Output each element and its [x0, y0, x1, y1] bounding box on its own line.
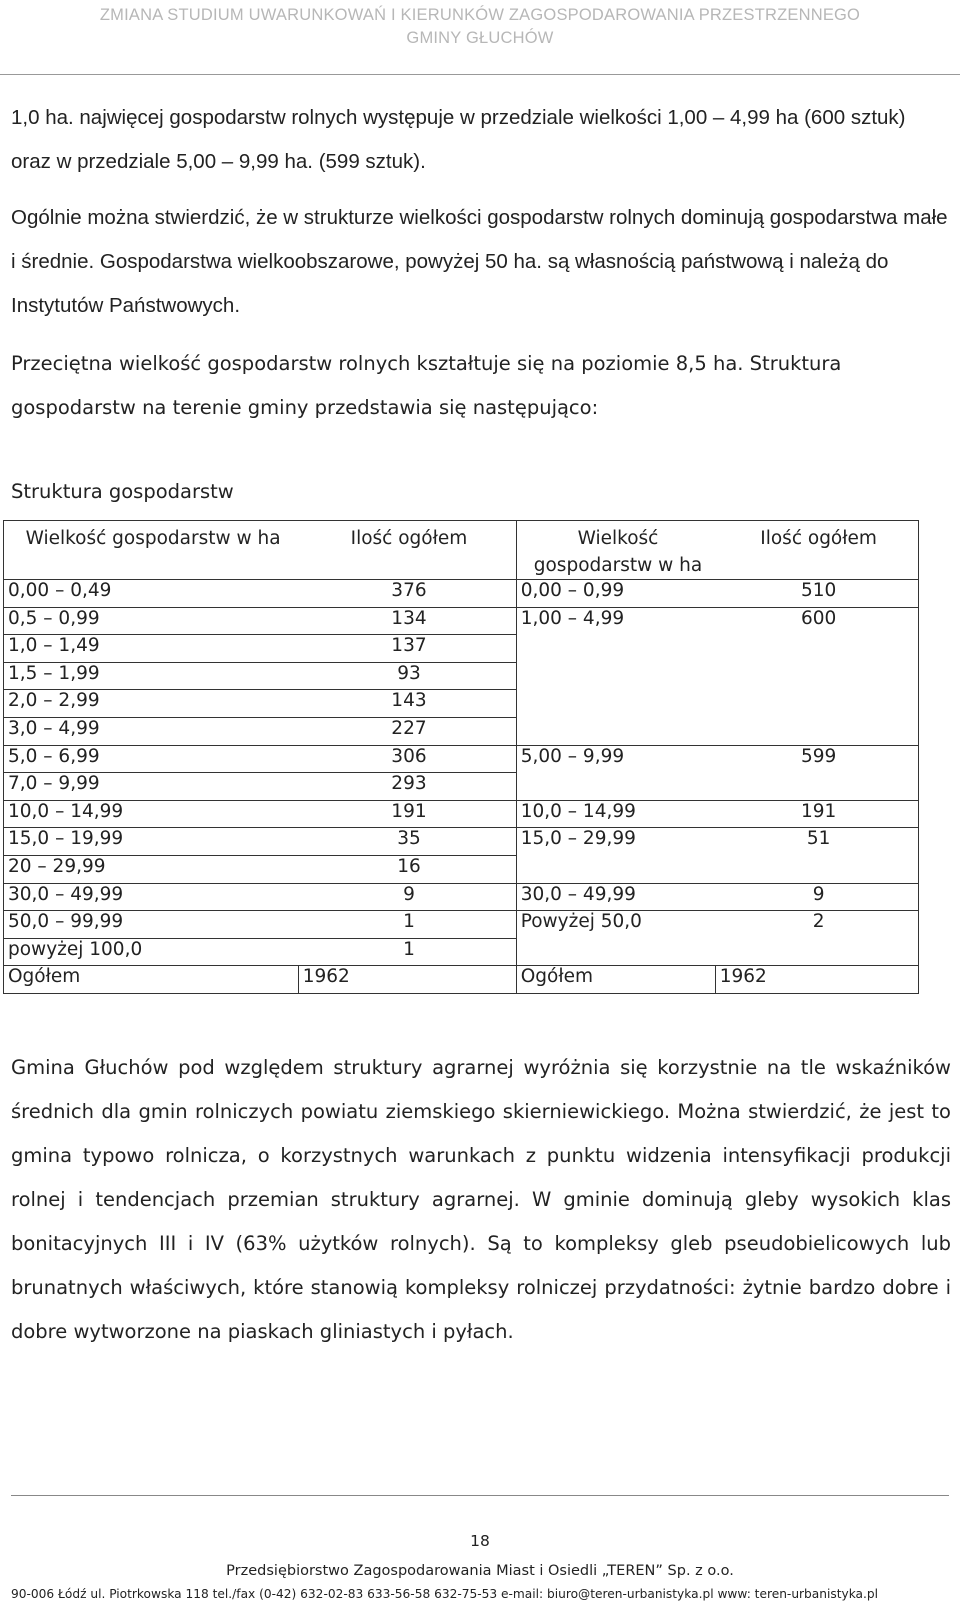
- size-cell: 10,0 – 14,99: [4, 800, 299, 828]
- count-cell: 35: [298, 828, 516, 856]
- count-cell: 293: [298, 773, 516, 801]
- table-row: [4, 911, 919, 939]
- group-size-cell: 1,00 – 4,99: [516, 607, 715, 745]
- size-cell: 50,0 – 99,99: [4, 911, 299, 939]
- group-size-cell: 0,00 – 0,99: [516, 580, 715, 608]
- size-cell: 1,0 – 1,49: [4, 635, 299, 663]
- group-count-cell: 599: [715, 745, 918, 800]
- paragraph-average-size: Przeciętna wielkość gospodarstw rolnych kształtuje się na poziomie 8,5 ha. Struktura gospodarstw na terenie gminy przedstawia się następująco:: [11, 352, 842, 419]
- header-size-detailed: Wielkość gospodarstw w ha: [4, 521, 299, 580]
- footer-divider: [11, 1495, 949, 1496]
- header-count-detailed: Ilość ogółem: [298, 521, 516, 580]
- header-count-grouped: Ilość ogółem: [715, 521, 918, 580]
- size-cell: powyżej 100,0: [4, 938, 299, 966]
- table-row: [4, 828, 919, 856]
- page-number: 18: [470, 1532, 490, 1550]
- group-size-cell: 10,0 – 14,99: [516, 800, 715, 828]
- total-label: Ogółem: [4, 966, 299, 994]
- group-count-cell: 191: [715, 800, 918, 828]
- table-caption: Struktura gospodarstw: [11, 480, 234, 503]
- table-row: [4, 883, 919, 911]
- size-cell: 0,5 – 0,99: [4, 607, 299, 635]
- size-cell: 5,0 – 6,99: [4, 745, 299, 773]
- total-value: 1962: [298, 966, 516, 994]
- group-size-cell: 5,00 – 9,99: [516, 745, 715, 800]
- count-cell: 9: [298, 883, 516, 911]
- count-cell: 1: [298, 911, 516, 939]
- group-size-cell: 30,0 – 49,99: [516, 883, 715, 911]
- count-cell: 227: [298, 717, 516, 745]
- header-size-grouped: Wielkość gospodarstw w ha: [516, 521, 715, 580]
- group-count-cell: 51: [715, 828, 918, 883]
- count-cell: 1: [403, 938, 415, 960]
- size-cell: 1,5 – 1,99: [4, 662, 299, 690]
- group-count-cell: 9: [715, 883, 918, 911]
- farm-structure-table: [3, 520, 919, 994]
- header-divider: [0, 74, 960, 75]
- total-label-right: Ogółem: [516, 966, 715, 994]
- size-cell: 20 – 29,99: [4, 855, 299, 883]
- paragraph-structure-conclusion: Ogólnie można stwierdzić, że w strukturze wielkości gospodarstw rolnych dominują gospodarstwa małe i średnie. Gospodarstwa wielkoobszarowe, powyżej 50 ha. są własnością państwową i należą do Instytutów Państwowych.: [11, 206, 948, 317]
- document-header-title: ZMIANA STUDIUM UWARUNKOWAŃ I KIERUNKÓW ZAGOSPODAROWANIA PRZESTRZENNEGO: [99, 6, 861, 24]
- table-total-row: [4, 966, 919, 994]
- table-row: [4, 580, 919, 608]
- count-cell: 191: [298, 800, 516, 828]
- paragraph-agrarian-structure: Gmina Głuchów pod względem struktury agrarnej wyróżnia się korzystnie na tle wskaźników średnich dla gmin rolniczych powiatu ziemskiego skierniewickiego. Można stwierdzić, że jest to gmina typowo rolnicza, o korzystnych warunkach z punktu widzenia intensyfikacji produkcji rolnej i tendencjach przemian struktury agrarnej. W gminie dominują gleby wysokich klas bonitacyjnych III i IV (63% użytków rolnych). Są to kompleksy gleb pseudobielicowych lub brunatnych właściwych, które stanowią kompleksy rolniczej przydatności: żytnie bardzo dobre i dobre wytworzone na piaskach gliniastych i pyłach.: [11, 1056, 951, 1343]
- paragraph-farm-sizes: 1,0 ha. najwięcej gospodarstw rolnych występuje w przedziale wielkości 1,00 – 4,99 ha (600 sztuk) oraz w przedziale 5,00 – 9,99 ha. (599 sztuk).: [11, 106, 906, 173]
- table-row: [4, 800, 919, 828]
- size-cell: 7,0 – 9,99: [4, 773, 299, 801]
- total-value-right: 1962: [715, 966, 918, 994]
- group-size-cell: Powyżej 50,0: [516, 911, 715, 966]
- count-cell: 93: [298, 662, 516, 690]
- count-cell: 134: [298, 607, 516, 635]
- group-size-cell: 15,0 – 29,99: [516, 828, 715, 883]
- size-cell: 30,0 – 49,99: [4, 883, 299, 911]
- group-count-cell: 2: [715, 911, 918, 966]
- size-cell: 3,0 – 4,99: [4, 717, 299, 745]
- table-row: [4, 745, 919, 773]
- count-cell: 143: [298, 690, 516, 718]
- footer-contact: 90-006 Łódź ul. Piotrkowska 118 tel./fax (0-42) 632-02-83 633-56-58 632-75-53 e-mail: biuro@teren-urbanistyka.pl www: teren-urbanistyka.pl: [11, 1587, 879, 1601]
- table-header-row: [4, 521, 919, 580]
- group-count-cell: 600: [715, 607, 918, 745]
- size-cell: 0,00 – 0,49: [4, 580, 299, 608]
- document-header-subtitle: GMINY GŁUCHÓW: [406, 29, 554, 47]
- count-cell: 16: [298, 855, 516, 883]
- size-cell: 15,0 – 19,99: [4, 828, 299, 856]
- footer-company: Przedsiębiorstwo Zagospodarowania Miast i Osiedli „TEREN” Sp. z o.o.: [226, 1563, 734, 1579]
- table-row: [4, 607, 919, 635]
- count-cell: 306: [298, 745, 516, 773]
- count-cell: 376: [298, 580, 516, 608]
- count-cell: 137: [298, 635, 516, 663]
- group-count-cell: 510: [715, 580, 918, 608]
- size-cell: 2,0 – 2,99: [4, 690, 299, 718]
